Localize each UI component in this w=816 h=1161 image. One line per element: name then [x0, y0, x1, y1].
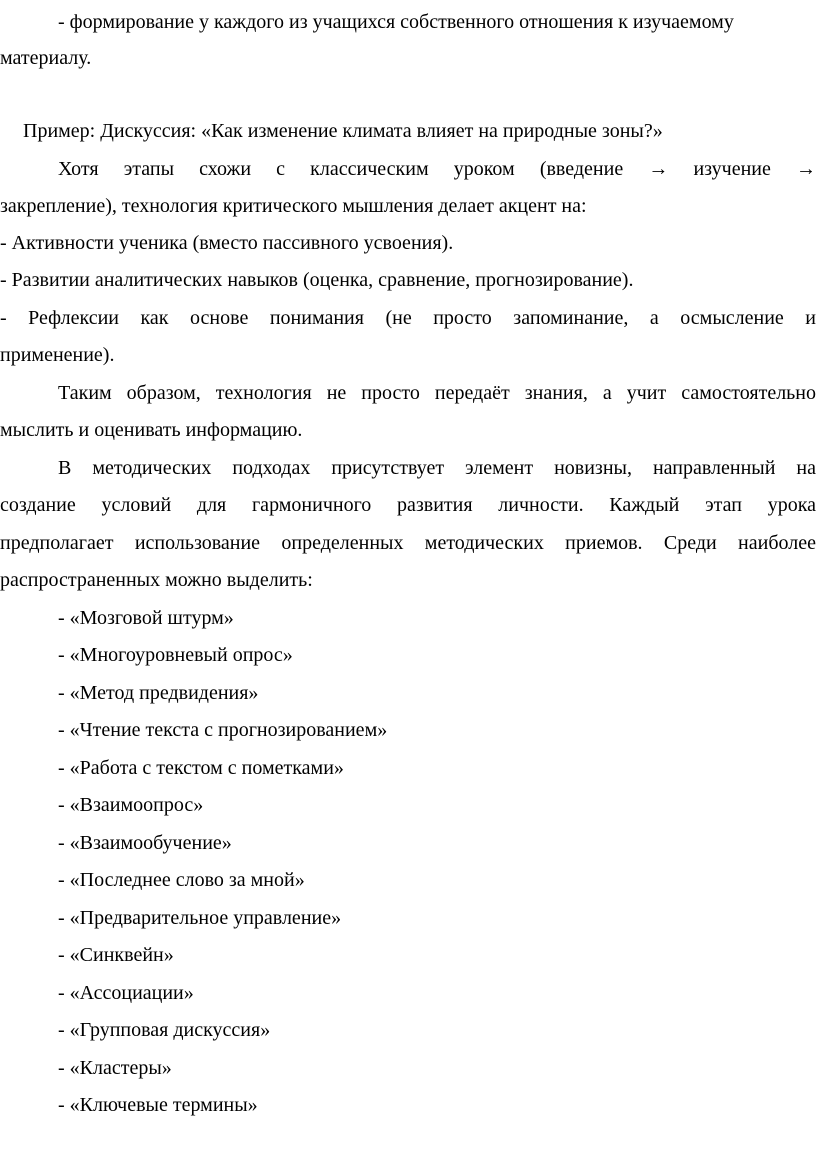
method-list-item: - «Работа с текстом с пометками» — [58, 757, 344, 779]
paragraph-1-line-1: - формирование у каждого из учащихся собственного отношения к изучаемому — [58, 11, 734, 33]
method-list-item: - «Взаимообучение» — [58, 832, 232, 854]
paragraph-1-line-2: материалу. — [0, 47, 92, 69]
method-list-item: - «Мозговой штурм» — [58, 607, 234, 629]
method-list-item: - «Метод предвидения» — [58, 682, 259, 704]
bullet-analytics: - Развитии аналитических навыков (оценка, сравнение, прогнозирование). — [0, 269, 634, 291]
paragraph-3-line-1: Таким образом, технология не просто передаёт знания, а учит самостоятельно — [58, 382, 816, 404]
method-list-item: - «Взаимоопрос» — [58, 794, 204, 816]
paragraph-2-line-1: Хотя этапы схожи с классическим уроком (введение → изучение → — [58, 158, 816, 180]
bullet-reflection-line-1: - Рефлексии как основе понимания (не просто запоминание, а осмысление и — [0, 307, 816, 329]
paragraph-4-line-1: В методических подходах присутствует элемент новизны, направленный на — [58, 457, 816, 479]
bullet-reflection-line-2: применение). — [0, 344, 115, 366]
method-list-item: - «Многоуровневый опрос» — [58, 644, 293, 666]
paragraph-2-line-2: закрепление), технология критического мышления делает акцент на: — [0, 195, 587, 217]
paragraph-4-line-2: создание условий для гармоничного развития личности. Каждый этап урока — [0, 494, 816, 516]
paragraph-3-line-2: мыслить и оценивать информацию. — [0, 419, 303, 441]
paragraph-4-line-4: распространенных можно выделить: — [0, 569, 313, 591]
method-list-item: - «Чтение текста с прогнозированием» — [58, 719, 388, 741]
method-list-item: - «Синквейн» — [58, 944, 174, 966]
method-list-item: - «Предварительное управление» — [58, 907, 342, 929]
method-list-item: - «Кластеры» — [58, 1057, 172, 1079]
bullet-activity: - Активности ученика (вместо пассивного усвоения). — [0, 232, 454, 254]
example-line: Пример: Дискуссия: «Как изменение климата влияет на природные зоны?» — [23, 120, 663, 142]
paragraph-4-line-3: предполагает использование определенных методических приемов. Среди наиболее — [0, 532, 816, 554]
method-list-item: - «Последнее слово за мной» — [58, 869, 305, 891]
method-list-item: - «Ассоциации» — [58, 982, 194, 1004]
method-list-item: - «Групповая дискуссия» — [58, 1019, 271, 1041]
method-list-item: - «Ключевые термины» — [58, 1094, 258, 1116]
